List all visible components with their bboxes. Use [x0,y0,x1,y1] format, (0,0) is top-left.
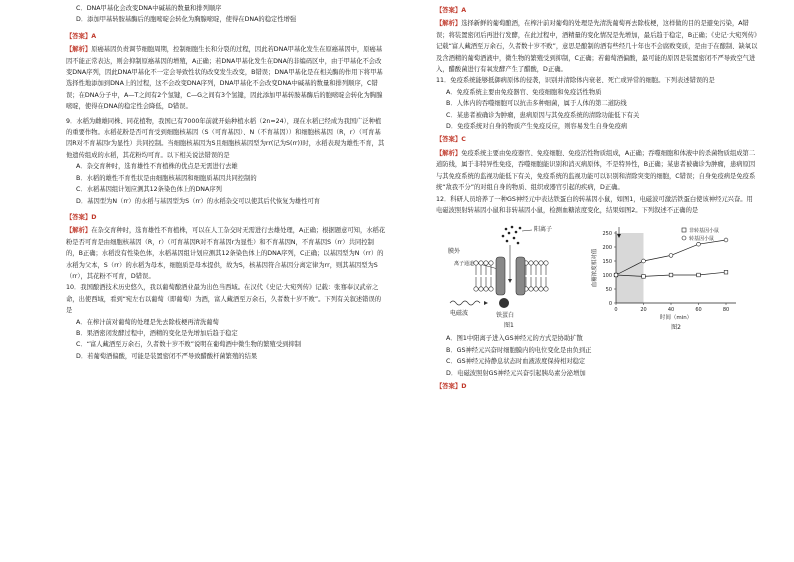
question-9: 9．水稻为雌雄同株、同花植物，我国已有7000年前就开始种植水稻（2n=24），现在水稻已经成为我国广泛种植的重要作物。水稻花粉是否可育受到细胞核基因（S（可育基因）、N（不育基因））和细胞核基因（R，r）（可育基因R对不育基因r为显性）共同控制。当细胞核基因为S且细胞核基因型为rr(记为S(rr))时，水稻表现为雄性不育，其他遗传组成的水稻，其花粉均可育。以下相关说法错误的是 [66,117,385,159]
point-transgenic [614,273,618,277]
explanation-tag: 【解析】 [436,149,462,157]
y-tick-label: 100 [602,273,612,280]
q12-option-b: B．GS神经元兴奋时细胞膜内的电位变化是由负到正 [446,346,592,354]
cation-dots [502,226,522,245]
figure-1-caption: 图1 [504,322,514,330]
x-axis-label: 时间（min） [659,315,693,322]
figures [436,219,758,331]
q12-option-d: D．电磁波照射GS神经元兴奋引起胰岛素分泌增加 [446,369,586,377]
q10-option-d: D．若葡萄酒偏酸，可能是装置密闭不严导致醋酸杆菌繁殖的结果 [76,352,258,360]
figure-1-membrane-diagram [446,219,576,331]
explanation-8 [66,44,386,112]
answer-9: 【答案】D [66,213,97,221]
figure-2-blood-glucose-chart [586,223,746,331]
y-axis-label: 血糖浓度相对值 [592,249,598,288]
ion-channel [496,257,525,295]
y-tick-label: 150 [602,259,612,266]
explanation-10 [436,18,758,75]
y-tick-label: 0 [608,301,612,308]
membrane-outside-label: 膜外 [448,248,461,256]
q11-option-a: A．免疫系统主要由免疫器官、免疫细胞和免疫活性物质 [446,88,602,96]
legend-label-non-transgenic: 非转基因小鼠 [689,228,720,235]
point-transgenic [669,254,673,258]
q10-option-c: C．“富人藏酒至万余石，久者数十岁不败”说明在葡萄酒中微生物的繁殖受到抑制 [76,341,302,349]
figure-2-caption: 图2 [671,324,681,332]
explanation-tag: 【解析】 [66,46,92,54]
q9-option-c: C．水稻基因组计划应测其12条染色体上的DNA序列 [76,186,222,194]
left-column [66,3,386,362]
y-tick-label: 250 [602,231,612,238]
ferritin-icon [499,298,509,308]
q10-option-b: B．果酒密闭发酵过程中，酒精的变化是先增加后趋于稳定 [76,329,238,337]
x-tick-label: 60 [695,307,702,314]
answer-8: 【答案】A [66,32,97,40]
ion-label: 阳离子 [534,226,553,234]
explanation-9-text: 在杂交育种时，选育雄性不育植株，可以在人工杂交时无需进行去雄处理，A正确；根据题意可知，水稻花粉是否可育是由细胞核基因（R，r）（可育基因R对不育基因r为显性）和不育基因N，不育基因S（rr）共同控制的，B正确；水稻没有性染色体，水稻基因组计划应测其12条染色体上的DNA序列，C正确；以基因型为N（rr）的水稻为父本，S（rr）的水稻为母本，细胞质是母本提供，故为S，核基因符合基因分离定律为rr，则其基因型为S（rr），其花粉不可育，D错误。 [66,227,386,280]
y-tick-label: 200 [602,245,612,252]
x-tick-label: 0 [614,307,618,314]
point-transgenic [724,238,728,242]
point-transgenic [697,243,701,247]
q11-option-d: D．免疫系统对自身的物质产生免疫反应，则容易发生自身免疫病 [446,123,628,131]
y-tick-label: 50 [605,287,612,294]
question-12: 12．科研人员培养了一种GS神经元中表达铁蛋白的转基因小鼠，如图1，电磁波可激活铁蛋白使该神经元兴奋。用电磁波照射转基因小鼠和非转基因小鼠，检测血糖浓度变化，结果如图2。下列叙述不正确的是 [436,195,753,214]
q9-option-d: D．基因型为N（rr）的水稻与基因型为S（rr）的水稻杂交可以使其后代恢复为雄性可育 [76,197,321,205]
point-non-transgenic [669,274,673,278]
electromagnetic-wave [450,301,480,305]
q9-option-b: B．水稻的雄性不育性状是由细胞核基因和细胞质基因共同控制的 [76,174,257,182]
explanation-11-text: 免疫系统主要由免疫器官、免疫细胞、免疫活性物质组成，A正确；吞噬细胞和体液中的杀菌物质组成第二道防线，属于非特异性免疫，吞噬细胞能识别和消灭病原体，不是特异性，B正确；某患者被确诊为肿瘤，患病原因与其免疫系统的监视功能低下有关，免疫系统的监视功能可以识别和清除突变的细胞，C错误；自身免疫病是免疫系统“敌我不分”的对组自身的物质、组织或器官引起的疾病，D正确。 [436,149,756,192]
explanation-11 [436,148,758,194]
q11-option-b: B．人体内的吞噬细胞可以抗击多种细菌，属于人体的第二道防线 [446,100,627,108]
question-11: 11．免疫系统能够抵御病原体的侵袭，识别并清除体内衰老、死亡或异常的细胞。下列表述错误的是 [436,77,715,85]
explanation-tag: 【解析】 [436,20,462,28]
legend-marker-transgenic [682,236,686,240]
q12-option-c: C．GS神经元持静息状态时血液浓度保持相对稳定 [446,358,586,366]
explanation-8-text: 原癌基因负责调节细胞周期，控制细胞生长和分裂的过程，因此若DNA甲基化发生在原癌基因中，原癌基因不能正常表达，则会抑制原癌基因的增殖，A正确；若DNA甲基化发生在DNA的非编码区中，由于甲基化不会改变DNA序列，因此DNA甲基化不一定会导致性状的改变发生改变，B错误；DNA甲基化是在相关酶的作用下将甲基选择性地添加到DNA上的过程，这不会改变DNA序列，DNA甲基化不会改变DNA中碱基的数量和排列顺序，C错误；在DNA分子中，A—T之间有2个氢键，C—G之间有3个氢键，因此添加甲基转胺基酶后的胞嘧啶会转化为胸腺嘧啶，使得在DNA的稳定性会降低，D错误。 [66,46,383,111]
ferritin-label: 铁蛋白 [496,312,515,320]
point-non-transgenic [697,274,701,278]
x-tick-label: 80 [722,307,730,314]
point-transgenic [642,259,646,263]
q12-option-a: A．图1中阳离子进入GS神经元的方式是协助扩散 [446,335,583,343]
q11-option-c: C．某患者被确诊为肿瘤，患病原因与其免疫系统的清除功能低下有关 [446,111,640,119]
right-column [436,3,758,394]
x-tick-label: 40 [667,307,675,314]
explanation-tag: 【解析】 [66,227,92,235]
point-non-transgenic [724,271,728,275]
answer-11: 【答案】C [436,136,466,144]
point-non-transgenic [642,275,646,279]
answer-10: 【答案】A [436,7,467,14]
question-10: 10．我国酿酒技术历史悠久，我以葡萄酿酒业最为出色当西域。在汉代《史记·大宛列传》记载：张骞奉汉武帝之命，出使西域，看到“宛左右以葡萄（即葡萄）为酒，富人藏酒至万余石，久者数十岁不败”。下列有关叙述错误的是 [66,284,382,315]
answer-12: 【答案】D [436,382,467,390]
option-c: C．DNA甲基化会改变DNA中碱基的数量和排列顺序 [76,5,222,12]
q9-option-a: A．杂交育种时，选育雄性不育植株的优点是无需进行去雄 [76,163,238,171]
legend-marker-non-transgenic [682,228,686,232]
x-tick-label: 20 [640,307,647,314]
ion-channel-label: 离子通道 [454,261,475,268]
explanation-10-text: 选择新鲜的葡萄酿酒，在榨汁前对葡萄的处理是先清洗葡萄再去除枝梗，这样做的目的是避免污染，A错误；将装置密闭后再进行发酵，在此过程中，酒精量的变化情况是先增加，最后趋于稳定，B正确；《史记·大宛列传》记载“富人藏酒至万余石，久者数十岁不败”，意思是酿制的酒有些经几十年也不会腐败变质，是由于在酿制、缺氧以及含酒精的葡萄酒液中，微生物的繁殖受到抑制，C正确；若葡萄酒偏酸，最可能的原因是装置密闭不严导致空气进入，醋酸菌进行有氧发酵产生了醋酸，D正确。 [436,20,758,74]
option-d: D．添加甲基转胺基酶后的胞嘧啶会转化为胸腺嘧啶，使得在DNA的稳定性增强 [76,16,297,24]
explanation-9 [66,225,386,282]
q10-option-a: A．在榨汁前对葡萄的处理是先去除枝梗再清洗葡萄 [76,318,219,326]
wave-label: 电磁波 [450,310,469,318]
legend-label-transgenic: 转基因小鼠 [689,236,715,243]
